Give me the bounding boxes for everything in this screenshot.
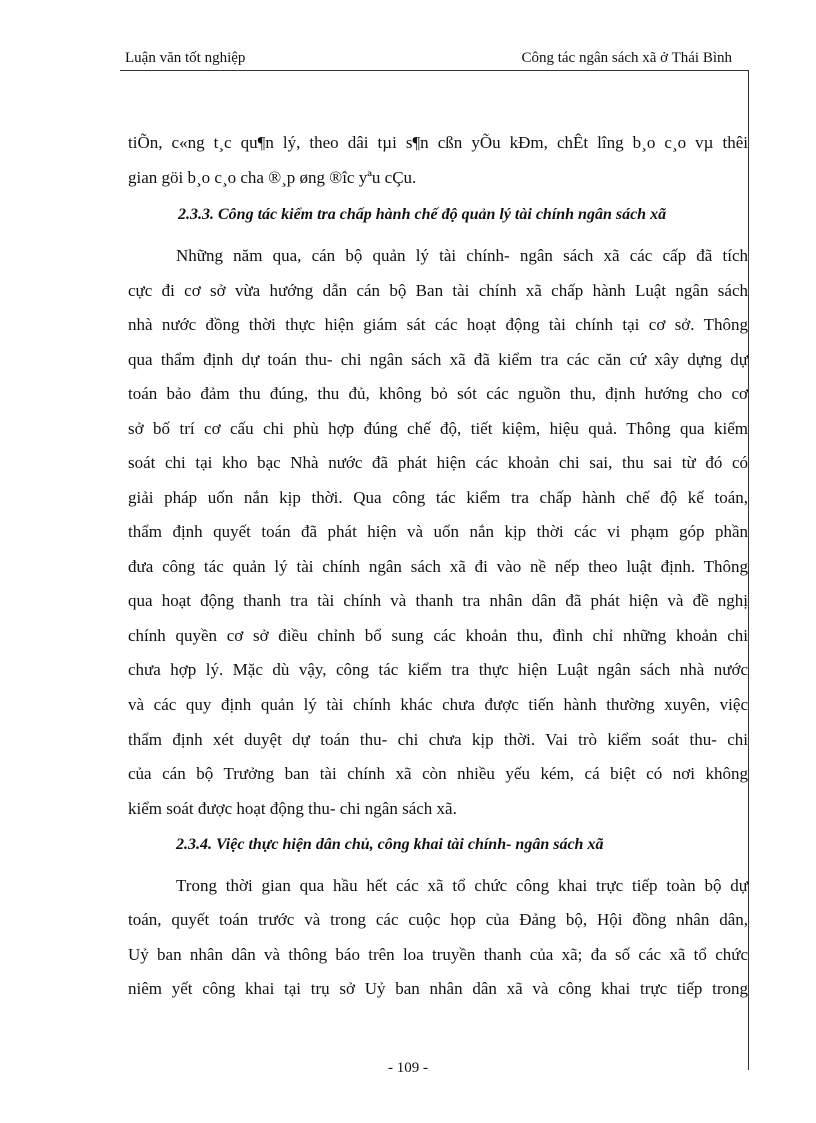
body-line: sở bố trí cơ cấu chi phù hợp đúng chế độ, tiết kiệm, hiệu quả. Thông qua kiểm [128,419,748,438]
body-line: qua thẩm định dự toán thu- chi ngân sách xã đã kiểm tra các căn cứ xây dựng dự [128,350,748,369]
body-line: thẩm định xét duyệt dự toán thu- chi chưa kịp thời. Vai trò kiểm soát thu- chi [128,730,748,749]
body-line: cực đi cơ sở vừa hướng dẫn cán bộ Ban tài chính xã chấp hành Luật ngân sách [128,281,748,300]
header-rule [120,70,748,71]
header-left-title: Luận văn tốt nghiệp [125,50,246,66]
body-line: chính quyền cơ sở điều chỉnh bổ sung các khoản thu, đình chỉ những khoản chi [128,626,748,645]
body-line: và các quy định quản lý tài chính khác chưa được tiến hành thường xuyên, việc [128,695,748,714]
body-line: thẩm định quyết toán đã phát hiện và uốn nắn kịp thời các vi phạm góp phần [128,522,748,541]
body-line: giải pháp uốn nắn kịp thời. Qua công tác kiểm tra chấp hành chế độ kế toán, [128,488,748,507]
body-line: của cán bộ Trưởng ban tài chính xã còn nhiều yếu kém, cá biệt có nơi không [128,764,748,783]
body-line: soát chi tại kho bạc Nhà nước đã phát hiện các khoản chi sai, thu sai từ đó có [128,453,748,472]
section-heading: 2.3.3. Công tác kiểm tra chấp hành chế độ quản lý tài chính ngân sách xã [178,206,667,223]
page-number: - 109 - [388,1060,428,1076]
body-line: toán, quyết toán trước và trong các cuộc họp của Đảng bộ, Hội đồng nhân dân, [128,910,748,929]
body-line: tiÕn, c«ng t¸c qu¶n lý, theo dâi tµi s¶n cßn yÕu kÐm, chÊt lîng b¸o c¸o vµ thêi [128,133,748,152]
body-line: Những năm qua, cán bộ quản lý tài chính- ngân sách xã các cấp đã tích [176,246,748,265]
body-line: qua hoạt động thanh tra tài chính và thanh tra nhân dân đã phát hiện và đề nghị [128,591,748,610]
body-line: niêm yết công khai tại trụ sở Uỷ ban nhân dân xã và công khai trực tiếp trong [128,979,748,998]
body-line: đưa công tác quản lý tài chính ngân sách xã đi vào nề nếp theo luật định. Thông [128,557,748,576]
header-right-title: Công tác ngân sách xã ở Thái Bình [521,50,732,66]
body-line: gian göi b¸o c¸o cha ®¸p øng ®îc yªu cÇu. [128,168,417,187]
body-line: nhà nước đồng thời thực hiện giám sát các hoạt động tài chính tại cơ sở. Thông [128,315,748,334]
section-heading: 2.3.4. Việc thực hiện dân chủ, công khai tài chính- ngân sách xã [176,836,604,853]
body-line: chưa hợp lý. Mặc dù vậy, công tác kiểm tra thực hiện Luật ngân sách nhà nước [128,660,748,679]
body-line: Trong thời gian qua hầu hết các xã tổ chức công khai trực tiếp toàn bộ dự [176,876,748,895]
page-border-right [748,70,749,1070]
body-line: kiểm soát được hoạt động thu- chi ngân sách xã. [128,799,457,818]
body-line: toán bảo đảm thu đúng, thu đủ, không bỏ sót các nguồn thu, định hướng cho cơ [128,384,748,403]
body-line: Uỷ ban nhân dân và thông báo trên loa truyền thanh của xã; đa số các xã tổ chức [128,945,748,964]
